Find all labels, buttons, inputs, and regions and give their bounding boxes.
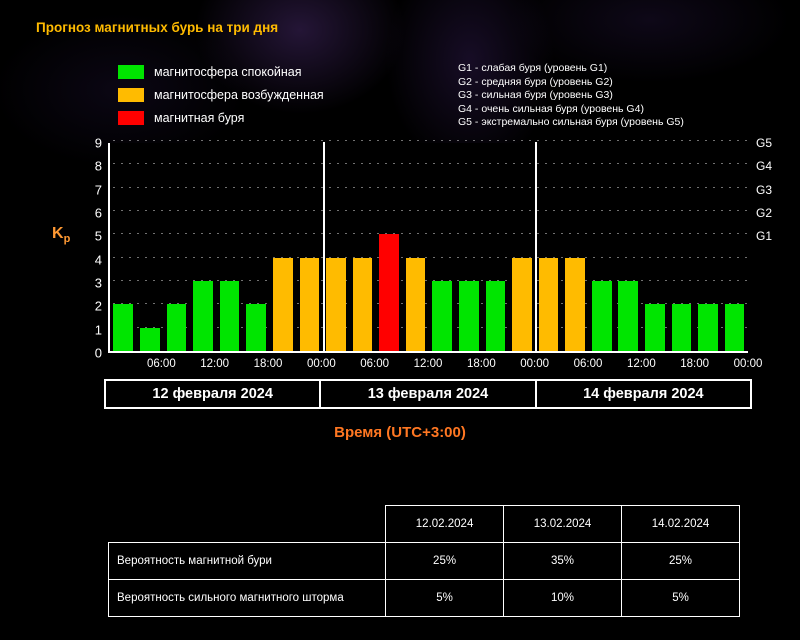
chart-bar-slot: [695, 143, 722, 351]
x-tick-label: 12:00: [626, 358, 656, 370]
chart-bar-slot: [216, 143, 243, 351]
g-scale-g1: G1 - слабая буря (уровень G1): [458, 62, 608, 74]
g-scale-g5: G5 - экстремально сильная буря (уровень G5): [458, 116, 684, 128]
chart-bar: [645, 304, 665, 351]
table-row: [109, 543, 740, 580]
x-tick-label: 00:00: [733, 358, 763, 370]
legend-label-quiet: магнитосфера спокойная: [154, 65, 302, 79]
x-tick-label: 18:00: [253, 358, 283, 370]
legend: [118, 62, 324, 131]
chart-bar: [486, 281, 506, 351]
chart-bar: [273, 258, 293, 351]
chart-bar: [698, 304, 718, 351]
y-axis-title: $K_p$: [52, 225, 71, 246]
y-axis-ticks: [78, 136, 102, 360]
chart-bar-slot: [456, 143, 483, 351]
chart-bar: [113, 304, 133, 351]
chart-bar: [432, 281, 452, 351]
table-cell-severe-day2: 10%: [504, 580, 622, 617]
g-axis-ticks: [756, 136, 796, 266]
y-tick-label: 0: [94, 345, 102, 361]
g-tick-label: G4: [756, 159, 773, 174]
g-scale-g3: G3 - сильная буря (уровень G3): [458, 89, 613, 101]
g-scale-g4: G4 - очень сильная буря (уровень G4): [458, 102, 644, 115]
chart-bar-slot: [402, 143, 429, 351]
y-tick-label: 7: [94, 182, 102, 198]
table-cell-storm-day2: 35%: [504, 543, 622, 580]
table-col-header-3: 14.02.2024: [622, 506, 740, 543]
chart-bar: [246, 304, 266, 351]
chart-bar-slot: [269, 143, 296, 351]
y-tick-label: 8: [94, 158, 102, 174]
chart-bar-slot: [615, 143, 642, 351]
chart-bar: [326, 258, 346, 351]
y-tick-label: 9: [94, 135, 102, 151]
table-cell-storm-day1: 25%: [386, 543, 504, 580]
chart-bar: [379, 234, 399, 351]
date-axis: [104, 379, 752, 409]
chart-bar: [220, 281, 240, 351]
table-col-header-2: 13.02.2024: [504, 506, 622, 543]
g-tick-label: G3: [756, 182, 773, 197]
date-cell-day3: 14 февраля 2024: [537, 381, 752, 407]
x-tick-label: 12:00: [413, 358, 443, 370]
y-tick-label: 1: [94, 322, 102, 338]
table-corner-cell: [109, 506, 386, 543]
g-tick-label: G1: [756, 229, 773, 244]
g-tick-label: G2: [756, 206, 773, 220]
chart-bar: [193, 281, 213, 351]
x-tick-label: 00:00: [306, 358, 336, 370]
table-cell-severe-day3: 5%: [622, 580, 740, 617]
chart-bar: [300, 258, 320, 351]
x-tick-label: 00:00: [520, 358, 550, 370]
table-row-label-severe: Вероятность сильного магнитного шторма: [109, 580, 386, 617]
legend-swatch-quiet: [118, 65, 144, 79]
legend-swatch-storm: [118, 111, 144, 125]
chart-bar-slot: [642, 143, 669, 351]
x-tick-label: 06:00: [573, 358, 603, 370]
table-cell-storm-day3: 25%: [622, 543, 740, 580]
chart-bar-slot: [535, 143, 562, 351]
date-cell-day2: 13 февраля 2024: [321, 381, 536, 407]
legend-item-active: [118, 85, 324, 105]
chart-bar-slot: [163, 143, 190, 351]
chart-bar-slot: [588, 143, 615, 351]
chart-bar-slot: [110, 143, 137, 351]
chart-bar-slot: [243, 143, 270, 351]
chart-bar-slot: [349, 143, 376, 351]
chart-bar-slot: [562, 143, 589, 351]
chart-bar: [353, 258, 373, 351]
x-axis-ticks: [108, 358, 763, 374]
table-row: [109, 580, 740, 617]
chart-bar-slot: [323, 143, 350, 351]
chart-bar: [725, 304, 745, 351]
x-tick-label: 06:00: [146, 358, 176, 370]
y-tick-label: 4: [94, 252, 102, 268]
chart-bar: [406, 258, 426, 351]
chart-bar: [140, 328, 160, 351]
legend-label-storm: магнитная буря: [154, 111, 245, 125]
chart-bar: [512, 258, 532, 351]
chart-bar: [565, 258, 585, 351]
chart-bar-slot: [137, 143, 164, 351]
chart-bars: [110, 143, 748, 351]
g-scale-g2: G2 - средняя буря (уровень G2): [458, 75, 613, 88]
chart-bar-slot: [482, 143, 509, 351]
chart-bar: [167, 304, 187, 351]
chart-bar: [672, 304, 692, 351]
legend-item-storm: [118, 108, 324, 128]
table-cell-severe-day1: 5%: [386, 580, 504, 617]
x-tick-label: 18:00: [466, 358, 496, 370]
chart-bar: [618, 281, 638, 351]
y-tick-label: 3: [94, 275, 102, 291]
legend-swatch-active: [118, 88, 144, 102]
x-axis-title: Время (UTC+3:00): [334, 424, 466, 441]
chart-bar-slot: [721, 143, 748, 351]
chart-bar: [592, 281, 612, 351]
g-scale-description: [458, 62, 684, 130]
x-tick-label: 12:00: [200, 358, 230, 370]
chart-bar-slot: [429, 143, 456, 351]
legend-item-quiet: [118, 62, 324, 82]
y-tick-label: 6: [94, 205, 102, 221]
table-row-label-storm: Вероятность магнитной бури: [109, 543, 386, 580]
table-col-header-1: 12.02.2024: [386, 506, 504, 543]
chart-bar: [539, 258, 559, 351]
chart-bar-slot: [190, 143, 217, 351]
chart-bar-slot: [376, 143, 403, 351]
y-tick-label: 2: [94, 298, 102, 314]
chart-plot-area: [108, 143, 748, 353]
legend-label-active: магнитосфера возбужденная: [154, 88, 324, 102]
x-tick-label: 18:00: [680, 358, 710, 370]
x-tick-label: 06:00: [360, 358, 390, 370]
y-tick-label: 5: [94, 228, 102, 244]
page-title: Прогноз магнитных бурь на три дня: [36, 20, 279, 35]
chart-bar-slot: [509, 143, 536, 351]
g-tick-label: G5: [756, 136, 773, 150]
probability-table: [108, 505, 740, 617]
chart-bar: [459, 281, 479, 351]
chart-bar-slot: [296, 143, 323, 351]
chart-bar-slot: [668, 143, 695, 351]
date-cell-day1: 12 февраля 2024: [104, 381, 321, 407]
table-header-row: [109, 506, 740, 543]
